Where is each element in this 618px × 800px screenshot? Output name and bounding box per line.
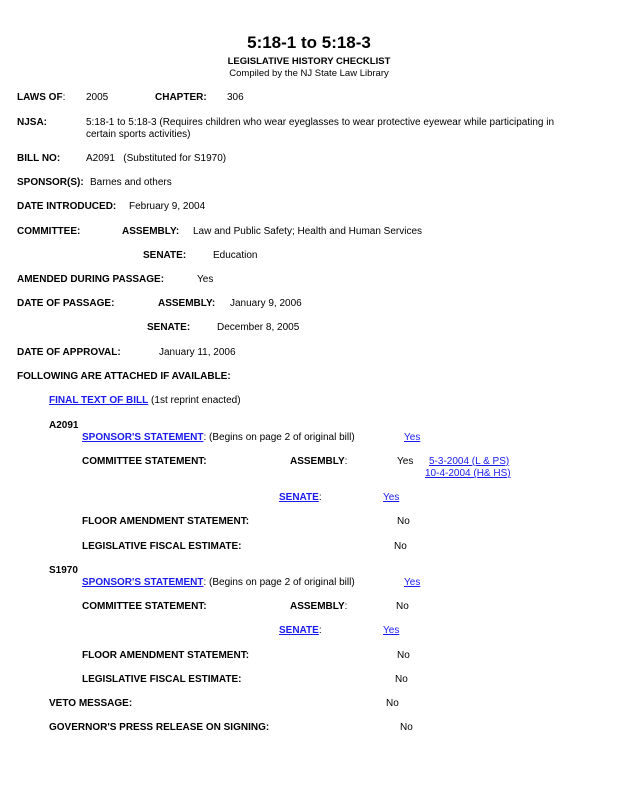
a2091-assembly-label: ASSEMBLY: xyxy=(290,456,348,467)
s1970-assembly-value: No xyxy=(396,601,409,612)
s1970-floor-amendment-value: No xyxy=(397,650,410,661)
a2091-assembly-link-lps[interactable]: 5-3-2004 (L & PS) xyxy=(429,456,510,467)
chapter-label: CHAPTER: xyxy=(155,92,207,103)
final-text-row xyxy=(49,395,241,407)
date-of-approval-value: January 11, 2006 xyxy=(159,347,236,358)
passage-assembly-label: ASSEMBLY: xyxy=(158,298,216,309)
committee-assembly-value: Law and Public Safety; Health and Human Services xyxy=(193,226,423,237)
a2091-committee-label: COMMITTEE STATEMENT: xyxy=(82,456,207,467)
a2091-senate-row: SENATE: xyxy=(279,492,322,503)
bill-no-value: A2091 (Substituted for S1970) xyxy=(86,153,227,164)
date-of-passage-label: DATE OF PASSAGE: xyxy=(17,298,115,309)
a2091-sponsor-statement-link[interactable]: SPONSOR'S STATEMENT xyxy=(82,432,204,443)
a2091-floor-amendment-value: No xyxy=(397,516,410,527)
s1970-sponsor-note: : (Begins on page 2 of original bill) xyxy=(203,577,355,588)
s1970-senate-yes-link[interactable]: Yes xyxy=(383,625,400,636)
a2091-senate-yes-link[interactable]: Yes xyxy=(383,492,400,503)
njsa-value: 5:18-1 to 5:18-3 (Requires children who wear eyeglasses to wear protective eyewear while participating in certain sports activities) xyxy=(86,117,555,140)
s1970-sponsor-statement-link[interactable]: SPONSOR'S STATEMENT xyxy=(82,577,204,588)
a2091-fiscal-estimate-label: LEGISLATIVE FISCAL ESTIMATE: xyxy=(82,541,242,552)
press-release-label: GOVERNOR'S PRESS RELEASE ON SIGNING: xyxy=(49,722,270,733)
amended-value: Yes xyxy=(197,274,214,285)
laws-of-label: LAWS OF: xyxy=(17,92,66,103)
njsa-label: NJSA: xyxy=(17,117,48,128)
final-text-note: (1st reprint enacted) xyxy=(151,395,241,406)
s1970-fiscal-estimate-value: No xyxy=(395,674,408,685)
s1970-senate-row: SENATE: xyxy=(279,625,322,636)
s1970-sponsor-row xyxy=(82,577,355,589)
attached-heading: FOLLOWING ARE ATTACHED IF AVAILABLE: xyxy=(17,371,231,382)
s1970-senate-link[interactable]: SENATE xyxy=(279,625,319,636)
a2091-assembly-value: Yes xyxy=(397,456,414,467)
s1970-floor-amendment-label: FLOOR AMENDMENT STATEMENT: xyxy=(82,650,250,661)
bill-no-label: BILL NO: xyxy=(17,153,61,164)
sponsors-value: Barnes and others xyxy=(90,177,172,188)
committee-label: COMMITTEE: xyxy=(17,226,81,237)
a2091-sponsor-yes-link[interactable]: Yes xyxy=(404,432,421,443)
sponsors-label: SPONSOR(S): xyxy=(17,177,84,188)
s1970-sponsor-yes-link[interactable]: Yes xyxy=(404,577,421,588)
final-text-link[interactable]: FINAL TEXT OF BILL xyxy=(49,395,149,406)
veto-message-value: No xyxy=(386,698,399,709)
date-of-approval-label: DATE OF APPROVAL: xyxy=(17,347,121,358)
laws-of-value: 2005 xyxy=(86,92,109,103)
a2091-sponsor-note: : (Begins on page 2 of original bill) xyxy=(203,432,355,443)
a2091-assembly-link-hhs[interactable]: 10-4-2004 (H& HS) xyxy=(425,468,511,479)
veto-message-label: VETO MESSAGE: xyxy=(49,698,133,709)
committee-assembly-label: ASSEMBLY: xyxy=(122,226,180,237)
a2091-floor-amendment-label: FLOOR AMENDMENT STATEMENT: xyxy=(82,516,250,527)
a2091-senate-link[interactable]: SENATE xyxy=(279,492,319,503)
bill-s1970-heading: S1970 xyxy=(49,565,78,576)
bill-a2091-heading: A2091 xyxy=(49,420,79,431)
checklist-subtitle: LEGISLATIVE HISTORY CHECKLIST xyxy=(227,56,391,67)
chapter-value: 306 xyxy=(227,92,244,103)
date-introduced-label: DATE INTRODUCED: xyxy=(17,201,117,212)
date-introduced-value: February 9, 2004 xyxy=(129,201,206,212)
page-title: 5:18-1 to 5:18-3 xyxy=(247,33,371,52)
passage-assembly-value: January 9, 2006 xyxy=(230,298,302,309)
s1970-fiscal-estimate-label: LEGISLATIVE FISCAL ESTIMATE: xyxy=(82,674,242,685)
s1970-committee-label: COMMITTEE STATEMENT: xyxy=(82,601,207,612)
committee-senate-label: SENATE: xyxy=(143,250,187,261)
compiled-by: Compiled by the NJ State Law Library xyxy=(229,68,389,79)
passage-senate-label: SENATE: xyxy=(147,322,191,333)
s1970-assembly-label: ASSEMBLY: xyxy=(290,601,348,612)
committee-senate-value: Education xyxy=(213,250,258,261)
press-release-value: No xyxy=(400,722,413,733)
amended-label: AMENDED DURING PASSAGE: xyxy=(17,274,165,285)
a2091-fiscal-estimate-value: No xyxy=(394,541,407,552)
passage-senate-value: December 8, 2005 xyxy=(217,322,300,333)
a2091-sponsor-row xyxy=(82,432,355,444)
